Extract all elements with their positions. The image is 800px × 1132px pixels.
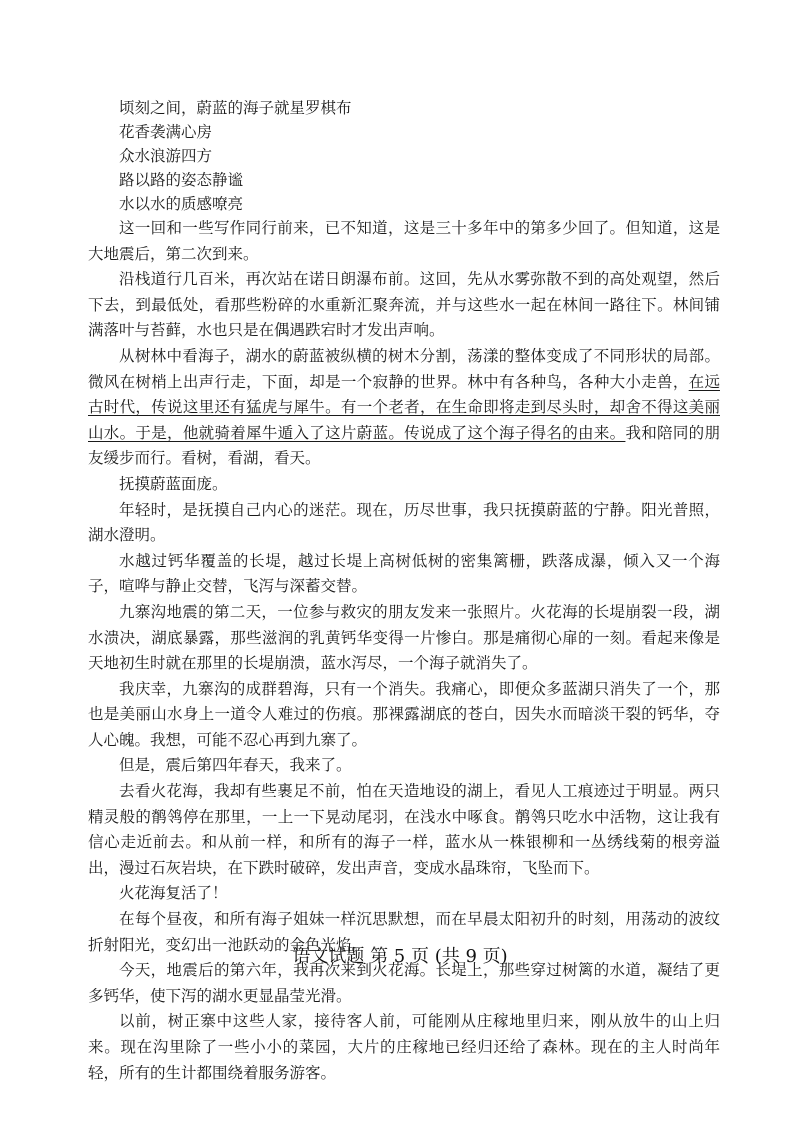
- paragraph: 沿栈道行几百米，再次站在诺日朗瀑布前。这回，先从水雾弥散不到的高处观望，然后下去，到最低处，看那些粉碎的水重新汇聚奔流，并与这些水一起在林间一路往下。林间铺满落叶与苔藓，水也只是在偶遇跌宕时才发出声响。: [88, 270, 720, 340]
- paragraph: 九寨沟地震的第二天，一位参与救灾的朋友发来一张照片。火花海的长堤崩裂一段，湖水溃决，湖底暴露，那些滋润的乳黄钙华变得一片惨白。那是痛彻心扉的一刻。看起来像是天地初生时就在那里的长堤崩溃，蓝水泻尽，一个海子就消失了。: [88, 602, 720, 673]
- paragraph-text: 我和陪同的朋友缓步而行。看树，看湖，看天。: [88, 423, 720, 468]
- poem-line: 花香袭满心房: [119, 123, 213, 141]
- paragraph: 但是，震后第四年春天，我来了。: [119, 756, 352, 775]
- paragraph: 我庆幸，九寨沟的成群碧海，只有一个消失。我痛心，即便众多蓝湖只消失了一个，那也是美丽山水身上一道令人难过的伤痕。那裸露湖底的苍白，因失水而暗淡干裂的钙华，夺人心魄。我想，可能不忍心再到九寨了。: [88, 679, 720, 749]
- paragraph: 去看火花海，我却有些裹足不前，怕在天造地设的湖上，看见人工痕迹过于明显。两只精灵般的鹡鸰停在那里，一上一下晃动尾羽，在浅水中啄食。鹡鸰只吃水中活物，这让我有信心走近前去。和从前一样，和所有的海子一样，蓝水从一株银柳和一丛绣线菊的根旁溢出，漫过石灰岩块，在下跌时破碎，发出声音，变成水晶珠帘，飞坠而下。: [88, 782, 720, 877]
- paragraph: 这一回和一些写作同行前来，已不知道，这是三十多年中的第多少回了。但知道，这是大地震后，第二次到来。: [88, 219, 720, 263]
- poem-line: 路以路的姿态静谧: [119, 171, 244, 189]
- paragraph: 火花海复活了！: [119, 884, 228, 903]
- poem-line: 水以水的质感嘹亮: [119, 195, 244, 213]
- paragraph: 以前，树正寨中这些人家，接待客人前，可能刚从庄稼地里归来，刚从放牛的山上归来。现在沟里除了一些小小的菜园，大片的庄稼地已经归还给了森林。现在的主人时尚年轻，所有的生计都围绕着服务游客。: [88, 1012, 720, 1082]
- paragraph-text: 从树林中看海子，湖水的蔚蓝被纵横的树木分割，荡漾的整体变成了不同形状的局部。微风在树梢上出声行走，下面，却是一个寂静的世界。林中有各种鸟，各种大小走兽，: [88, 346, 720, 391]
- article-body: [88, 96, 720, 1086]
- paragraph: 在每个昼夜，和所有海子姐妹一样沉思默想，而在早晨太阳初升的时刻，用荡动的波纹折射阳光，变幻出一池跃动的金色光焰。: [88, 910, 720, 954]
- poem-line: 众水浪游四方: [119, 147, 213, 165]
- poem-line: 顷刻之间，蔚蓝的海子就星罗棋布: [119, 99, 352, 117]
- page-footer: 语文试题 第 5 页 (共 9 页): [292, 946, 508, 967]
- paragraph: 年轻时，是抚摸自己内心的迷茫。现在，历尽世事，我只抚摸蔚蓝的宁静。阳光普照，湖水澄明。: [88, 500, 720, 545]
- paragraph: 抚摸蔚蓝面庞。: [119, 474, 228, 493]
- paragraph: [88, 344, 720, 472]
- paragraph: 水越过钙华覆盖的长堤，越过长堤上高树低树的密集篱栅，跌落成瀑，倾入又一个海子，喧哗与静止交替，飞泻与深蓄交替。: [88, 551, 720, 596]
- paragraph: 今天，地震后的第六年，我再次来到火花海。长堤上，那些穿过树篱的水道，凝结了更多钙华，使下泻的湖水更显晶莹光滑。: [88, 961, 720, 1005]
- underlined-passage: 在远古时代，传说这里还有猛虎与犀牛。有一个老者，在生命即将走到尽头时，却舍不得这美丽山水。于是，他就骑着犀牛遁入了这片蔚蓝。传说成了这个海子得名的由来。: [88, 372, 720, 442]
